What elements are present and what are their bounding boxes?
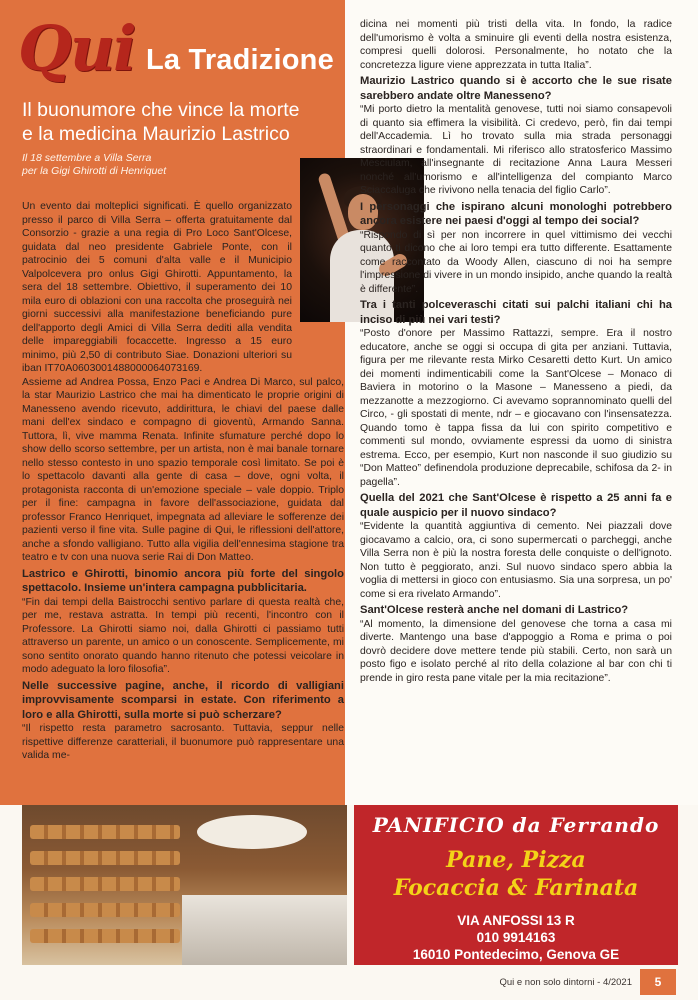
answer-1: “Fin dai tempi della Baistrocchi sentivo parlare di questa realtà che, per me, restava astratta. In tempi più recenti, l'incontro con il Professore. La Ghirotti siamo noi, dalla Ghirotti ci passiamo tutti attraverso un parente, un amico o un conoscente. Semplicemente, mi sono sentito onorato quando hanno ritenuto che potessi veicolare in modo adeguato la loro filosofia”. — [22, 596, 344, 675]
intro-paragraph-continued: Assieme ad Andrea Possa, Enzo Paci e Andrea Di Marco, sul palco, la star Maurizio Lastrico che mai ha dimenticato le proprie origini di Manesseno avendo ricevuto, addirittura, le chiavi del paese dalle mani dell'ex sindaco e compagno di gioventù, Armando Sanna. Tuttora, lì, vive mamma Renata. Infinite sfumature perché dopo lo show dello scorso settembre, per un artista, non è mai banale tornare nello stesso contesto in uno spazio temporale così limitato. Se poi è lo spettacolo davanti alla gente di casa – dove, ogni volta, il protagonista racconta di un'emozione speciale – vale doppio. Triplo per il fine: campagna in favore dell'associazione, guidata dal professor Franco Henriquet, impegnata ad alleviare le sofferenze dei pazienti verso il fine vita. Sulle pagine di Qui, le riflessioni dell'attore, anche a sfondo valligiano. Tutto alla vigilia dell'ennesima stagione tra teatro e tv con una nuova serie Rai di Don Matteo. — [22, 376, 344, 563]
answer-7: “Al momento, la dimensione del genovese che torna a casa mi diverte. Mantengo una base d'appoggio a Roma e prima o poi dovrò decidere dove mettere tende più stabili. Certo, non sarà un posto figo e isolato perché al rito della colazione al bar con chi ti prende in giro resta pane vitale per la mia recitazione”. — [360, 618, 672, 684]
bakery-city: 16010 Pontedecimo, Genova GE — [412, 947, 620, 962]
intro-paragraph: Un evento dai molteplici significati. È quello organizzato presso il parco di Villa Serra – offerta gratuitamente dal Consorzio - grazie a una regia di Pro Loco Sant'Olcese, guidata dal neo presidente Gabriele Ponte, con il patrocinio dei 5 comuni d'alta valle e il Municipio Valpolcevera pro onlus Gigi Ghirotti. Appuntamento, la sera del 18 settembre. Obiettivo, il superamento dei 10 mila euro di oblazioni con una raccolta che proseguirà nei giorni successivi alla manifestazione beneficiando pure dell'apporto degli Amici di Villa Serra dediti alla vendita delle impareggiabili focaccette. Ingresso a 15 euro minimo, più 2,50 di contributo Siae. Donazioni ulteriori su iban IT70A0603001488000064073169. — [22, 201, 292, 374]
left-article-column — [22, 200, 344, 763]
bakery-info-panel — [354, 805, 678, 965]
article-subtitle — [22, 152, 292, 178]
question-7: Sant'Olcese resterà anche nel domani di Lastrico? — [360, 604, 629, 616]
question-4: I personaggi che ispirano alcuni monologhi potrebbero ancora esistere nei paesi d'oggi al tempo dei social? — [360, 200, 672, 227]
qui-logo: Qui — [18, 12, 135, 85]
page-footer — [0, 965, 698, 1000]
bakery-shop-photo — [22, 805, 347, 965]
bakery-name: PANIFICIO da Ferrando — [372, 813, 660, 837]
section-title: La Tradizione — [146, 44, 334, 76]
question-5: Tra i tanti polceveraschi citati sui palchi italiani chi ha inciso di più nei vari testi? — [360, 299, 672, 326]
answer-6: “Evidente la quantità aggiuntiva di cemento. Nei piazzali dove giocavamo a calcio, ora, ci sono supermercati o parcheggi, anche Villa Serra non è più la nostra foresta delle conquiste o dell'ignoto. Non tutto è peggiorato, anzi. Sul nuovo sindaco spero abbia la voglia di mettersi in gioco con entusiasmo. Sia una sorpresa, un po' come si era rivelato Armando”. — [360, 521, 672, 600]
answer-4: “Rispondo di sì per non incorrere in quel vittimismo dei vecchi quanto ti dicono che ai loro tempi era tutto differente. Esattamente come raccontato da Woody Allen, ciascuno di noi ha sempre l'impressione di vivere in un mondo insipido, anche quando la realtà è differente”. — [360, 229, 672, 295]
bakery-advertisement — [22, 805, 678, 965]
bread-shelf — [30, 877, 180, 891]
bread-shelf — [30, 825, 180, 839]
article-title — [22, 98, 342, 146]
subtitle-line-2: per la Gigi Ghirotti di Henriquet — [22, 165, 167, 177]
question-3: Maurizio Lastrico quando si è accorto che le sue risate sarebbero andate oltre Manesseno? — [360, 75, 672, 102]
bread-shelf — [30, 903, 180, 917]
question-6: Quella del 2021 che Sant'Olcese è rispetto a 25 anni fa e quale auspicio per il nuovo sindaco? — [360, 492, 672, 519]
bakery-products-line-2: Focaccia & Farinata — [393, 875, 639, 901]
subtitle-line-1: Il 18 settembre a Villa Serra — [22, 152, 152, 164]
display-case — [182, 895, 347, 965]
bakery-address: VIA ANFOSSI 13 R — [457, 913, 575, 928]
title-line-2: e la medicina Maurizio Lastrico — [22, 123, 290, 145]
answer-2: “Il rispetto resta parametro sacrosanto. Tuttavia, seppur nelle rispettive differenze caratteriali, il buonumore può rappresentare una valida me- — [22, 723, 344, 761]
answer-5: “Posto d'onore per Massimo Rattazzi, sempre. Era il nostro educatore, anche se oggi si occupa di gita per anziani. Tuttavia, figura per me rilevante resta Mirko Cesaretti detto Kurt. Un amico dei momenti indimenticabili come la Sant'Olcese – Monaco di Baviera in motorino o la Masone – Manesseno a piedi, da mezzanotte a mezzogiorno. Ci avevamo soprannominato quelli del Circo, - gli spostati di mente, ndr – e giocavano con l'insensatezza. Quando tomo è tappa fissa da lui con spirito competitivo e commenti sul mondo, ovviamente espressi da uomo di sinistra estrema. Ecco, per esempio, Kurt non nasconde il suo giudizio su “Don Matteo” definendola produzione deprecabile, schifosa da 2- in pagella”. — [360, 328, 672, 488]
section-header — [18, 12, 348, 98]
magazine-issue: Qui e non solo dintorni - 4/2021 — [499, 977, 632, 988]
page-number: 5 — [640, 969, 676, 995]
question-2: Nelle successive pagine, anche, il ricordo di valligiani improvvisamente scomparsi in estate. Con riferimento a loro e alla Ghirotti, sulla morte si può scherzare? — [22, 679, 344, 721]
bread-shelf — [30, 851, 180, 865]
right-article-column — [360, 18, 672, 686]
bakery-phone: 010 9914163 — [476, 930, 556, 945]
answer-3: “Mi porto dietro la mentalità genovese, tutti noi siamo consapevoli di quanto sia effimera la visibilità. Ci credevo, però, fin dai tempi dell'Accademia. Lì ho trovato sulla mia strada personaggi straordinari e fondamentali. Mi riferisco allo stratosferico Massimo Mesciulam, all'insegnante di recitazione Anna Laura Messeri nonché all'umorismo e all'intelligenza del compianto Marco Sciaccaluga che rivivono nella tenacia del figlio Carlo”. — [360, 104, 672, 196]
title-line-1: Il buonumore che vince la morte — [22, 99, 300, 121]
bread-shelf — [30, 929, 180, 943]
answer-2-continued: dicina nei momenti più tristi della vita. In fondo, la radice dell'umorismo è volta a sminuire gli eventi della nostra esistenza, compresi quelli dolorosi. Personalmente, ho notato che la concretezza ligure viene apprezzata in tutta Italia”. — [360, 19, 672, 71]
shop-sign — [197, 815, 307, 849]
bakery-products-line-1: Pane, Pizza — [446, 847, 586, 873]
question-1: Lastrico e Ghirotti, binomio ancora più forte del singolo spettacolo. Insieme un'intera campagna pubblicitaria. — [22, 567, 344, 594]
